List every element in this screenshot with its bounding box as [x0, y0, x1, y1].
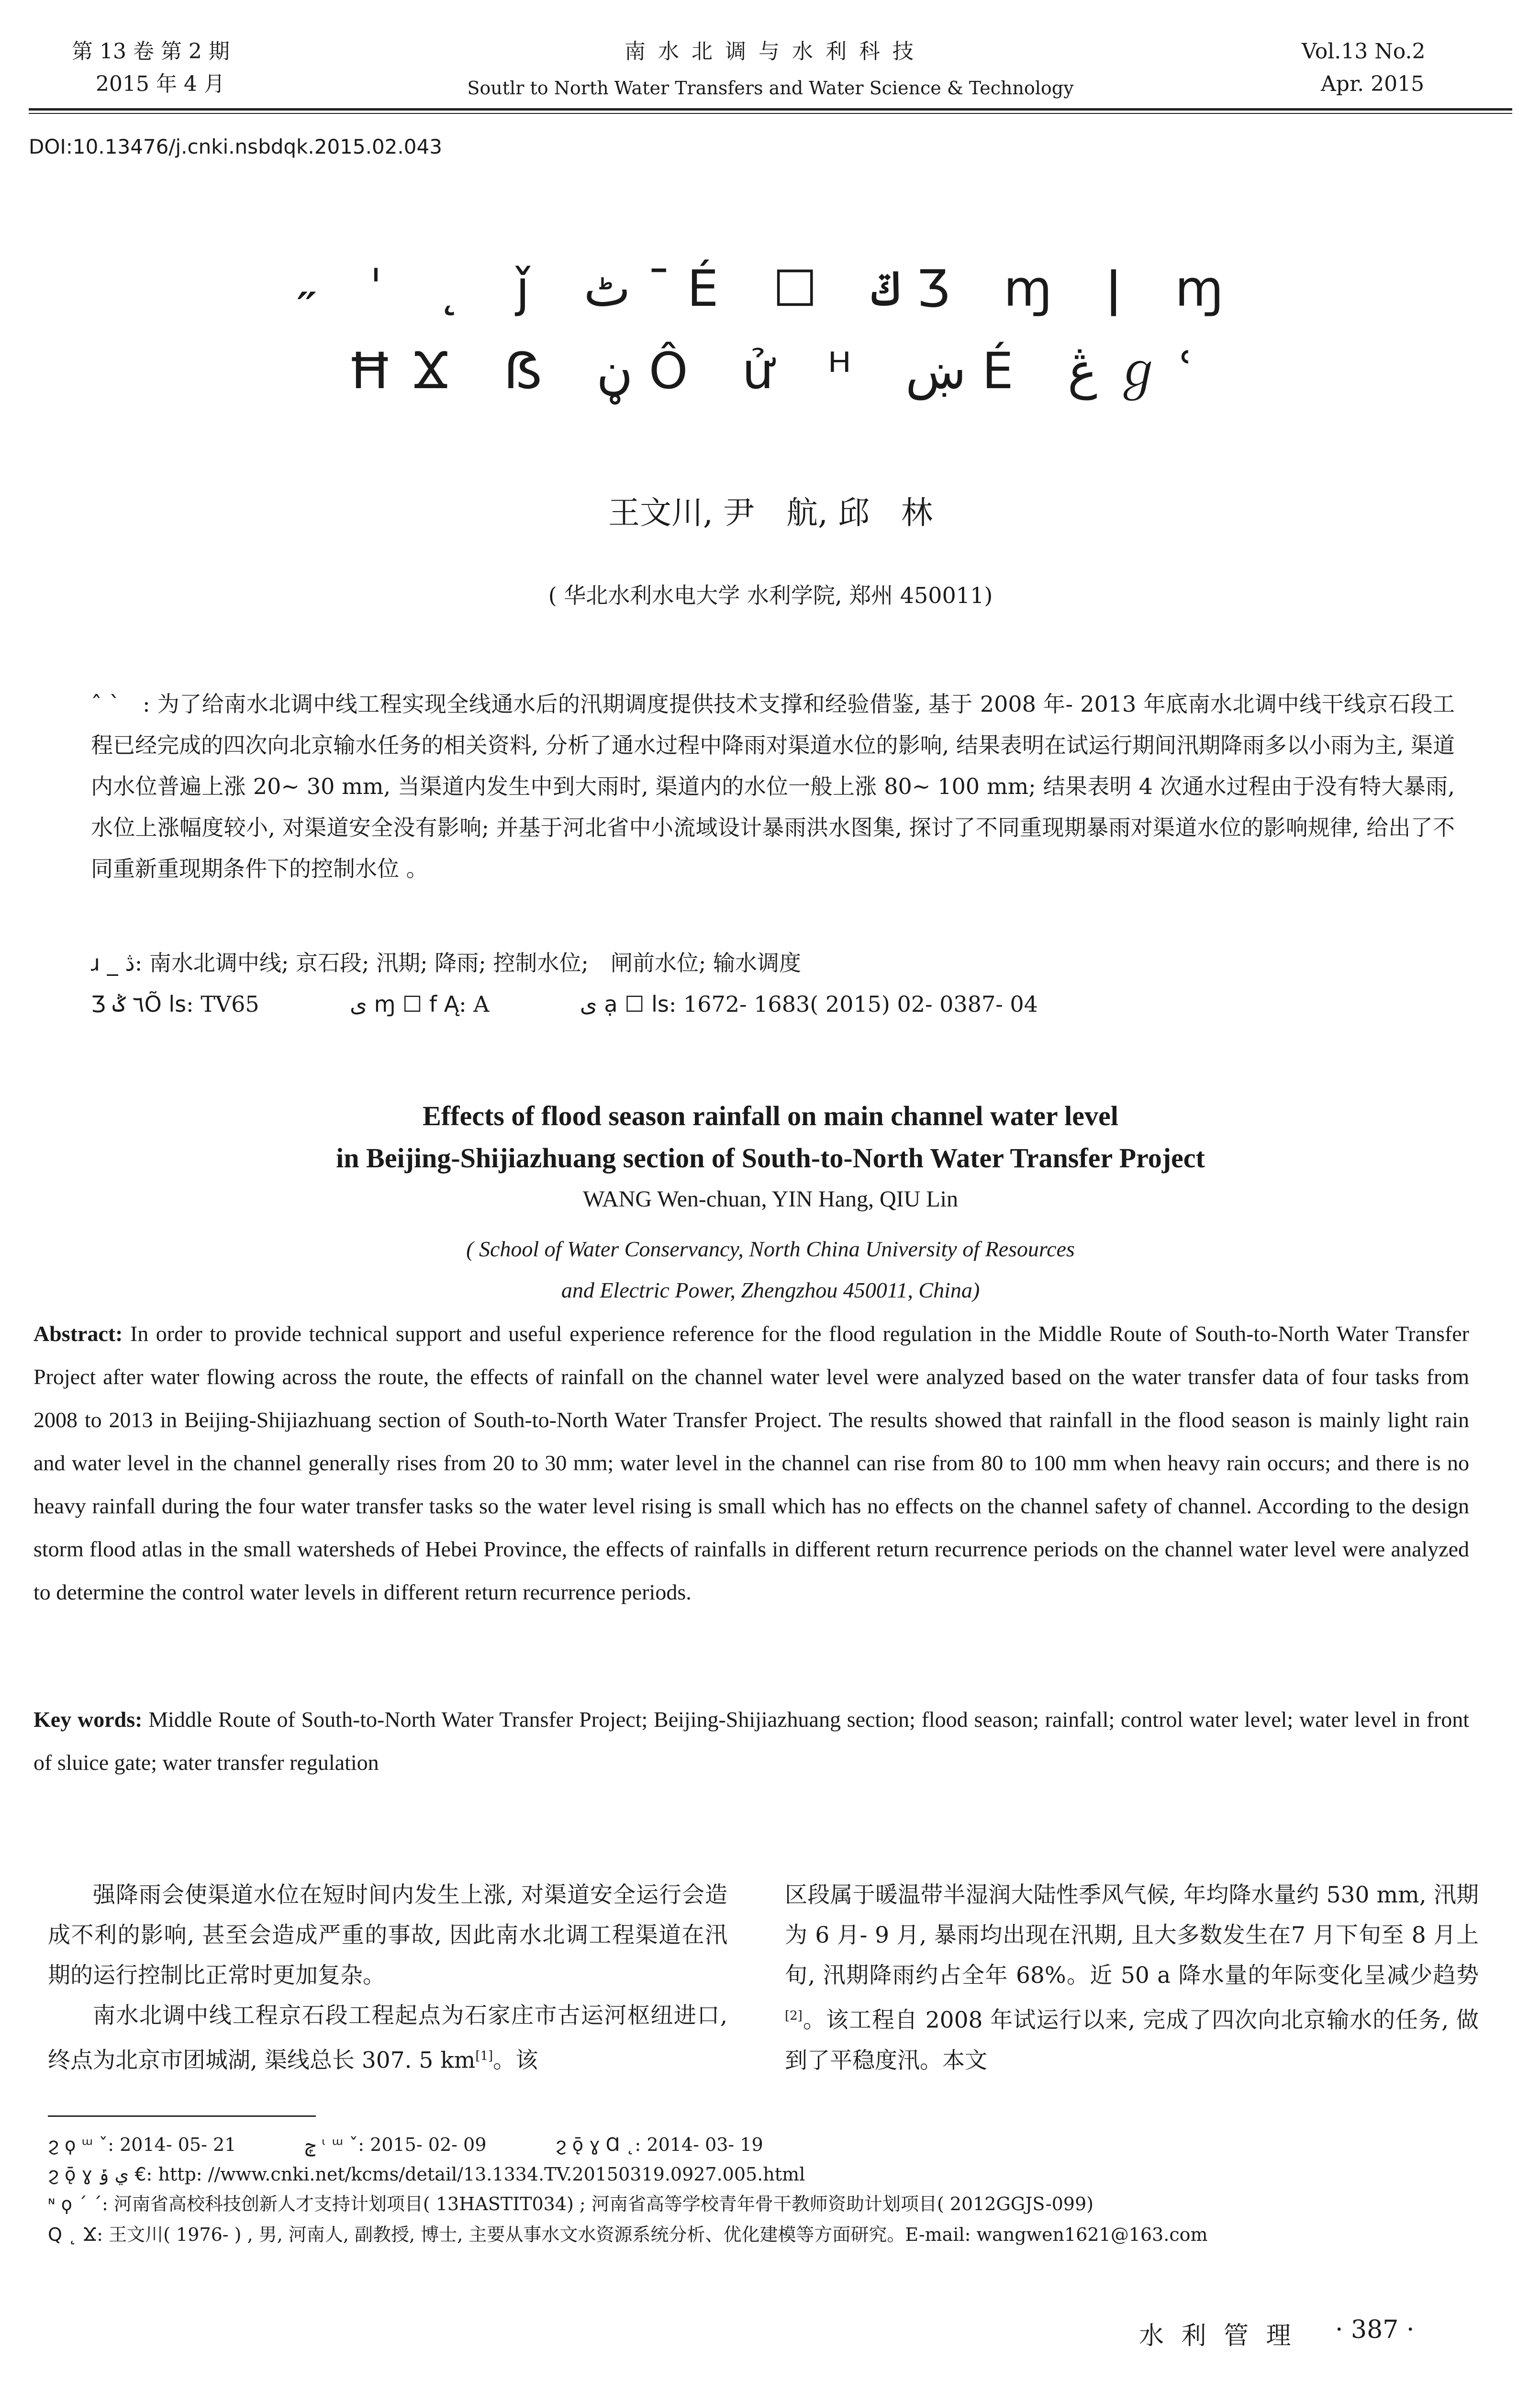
footer-journal-section: 水 利 管 理 [1139, 2322, 1296, 2350]
keywords-en [33, 1698, 1469, 1784]
article-id-value: 1672- 1683( 2015) 02- 0387- 04 [683, 991, 1038, 1017]
keywords-cn-label: ɹ _ ڎ [91, 950, 135, 976]
body-right-column [785, 1875, 1479, 2081]
page-number: · 387 · [1335, 2315, 1415, 2344]
header-journal-en: Soutlr to North Water Transfers and Water Science & Technology [467, 78, 1074, 99]
body-paragraph-3: 区段属于暖温带半湿润大陆性季风气候, 年均降水量约 530 mm, 汛期为 6 月- 9 月, 暴雨均出现在汛期, 且大多数发生在7 月下旬至 8 月上旬, 汛期降雨约占全年 68%。近 50 a 降水量的年际变化呈减少趋势[2]。该工程自 2008 年试运行以来, 完成了四次向北京输水的任务, 做到了平稳度汛。本文 [785, 1882, 1479, 2074]
footnote-online-url: ϩ ǭ ɣ ي ݹ €: http: //www.cnki.net/kcms/detail/13.1334.TV.20150319.0927.005.html [48, 2164, 805, 2185]
doc-code-value: A [473, 991, 490, 1017]
header-journal-cn: 南 水 北 调 与 水 利 科 技 [625, 39, 916, 64]
keywords-cn-text: 南水北调中线; 京石段; 汛期; 降雨; 控制水位; 闸前水位; 输水调度 [149, 950, 802, 976]
affiliation-cn: ( 华北水利水电大学 水利学院, 郑州 450011) [548, 582, 993, 608]
abstract-en [33, 1312, 1469, 1614]
classification-line: Ʒ ٦ ݣÕ ls: TV65 ى ɱ ☐ f Ą: A ى ạ ☐ ls: 1672- 1683( 2015) 02- 0387- 04 [91, 991, 1038, 1017]
title-cn-line2: ĦϪ ẞ ڼ Ô ử ᴴ ښ É ڠ ℊ ʿ [347, 342, 1194, 400]
citation-2[interactable]: [2] [785, 2009, 803, 2023]
affiliation-en-line2: and Electric Power, Zhengzhou 450011, China) [561, 1278, 980, 1302]
clc-value: TV65 [201, 991, 259, 1017]
abstract-cn-text: 为了给南水北调中线工程实现全线通水后的汛期调度提供技术支撑和经验借鉴, 基于 2008 年- 2013 年底南水北调中线干线京石段工程已经完成的四次向北京输水任务的相关资料, 分析了通水过程中降雨对渠道水位的影响, 结果表明在试运行期间汛期降雨多以小雨为主, 渠道内水位普遍上涨 20~ 30 mm, 当渠道内发生中到大雨时, 渠道内的水位一般上涨 80~ 100 mm; 结果表明 4 次通水过程由于没有特大暴雨, 水位上涨幅度较小, 对渠道安全没有影响; 并基于河北省中小流域设计暴雨洪水图集, 探讨了不同重现期暴雨对渠道水位的影响规律, 给出了不同重新重现期条件下的控制水位 。 [91, 691, 1455, 882]
article-id-label: ى ạ ☐ ls [580, 991, 669, 1017]
abstract-cn-label: ˆ ˋ [91, 691, 121, 717]
keywords-en-label: Key words: [33, 1707, 143, 1732]
footnote-author-bio: Q ˛ Ϫ: 王文川( 1976- ) , 男, 河南人, 副教授, 博士, 主要从事水文水资源系统分析、优化建模等方面研究。E-mail: wangwen1621@163.com [48, 2224, 1208, 2245]
header-volume-issue: 第 13 卷 第 2 期 [72, 39, 230, 64]
header-rule [29, 108, 1512, 111]
footnote-funding: ᶰ ϙ ˊ ˊ: 河南省高校科技创新人才支持计划项目( 13HASTIT034) ; 河南省高等学校青年骨干教师资助计划项目( 2012GGJS-099) [48, 2193, 1094, 2214]
header-date-cn: 2015 年 4 月 [96, 72, 225, 96]
header-vol-no-en: Vol.13 No.2 [1302, 39, 1426, 64]
body-paragraph-2: 南水北调中线工程京石段工程起点为石家庄市古运河枢纽进口, 终点为北京市团城湖, 渠线总长 307. 5 km[1]。该 [48, 2002, 727, 2074]
doc-code-label: ى ɱ ☐ f Ą [349, 991, 459, 1017]
abstract-en-text: In order to provide technical support and useful experience reference for the flood regulation in the Middle Route of South-to-North Water Transfer Project after water flowing across the route, the effects of rainfall on the channel water level were analyzed based on the water transfer data of four tasks from 2008 to 2013 in Beijing-Shijiazhuang section of South-to-North Water Transfer Project. The results showed that rainfall in the flood season is mainly light rain and water level in the channel generally rises from 20 to 30 mm; water level in the channel can rise from 80 to 100 mm when heavy rain occurs; and there is no heavy rainfall during the four water transfer tasks so the water level rising is small which has no effects on the channel safety of channel. According to the design storm flood atlas in the small watersheds of Hebei Province, the effects of rainfalls in different return recurrence periods on the channel water level were analyzed to determine the control water levels in different return recurrence periods. [33, 1321, 1470, 1604]
doi: DOI:10.13476/j.cnki.nsbdqk.2015.02.043 [29, 135, 442, 158]
footnote-rule [48, 2115, 316, 2117]
header-rule-thin [29, 113, 1512, 114]
keywords-en-text: Middle Route of South-to-North Water Transfer Project; Beijing-Shijiazhuang section; flood season; rainfall; control water level; water level in front of sluice gate; water transfer regulation [33, 1707, 1470, 1775]
title-cn-line1: ˶ ˈ ˛ ǰ ٹ ¯ É ☐ ݿ Ʒ ɱ ǀ ɱ [298, 259, 1243, 318]
authors-en: WANG Wen-chuan, YIN Hang, QIU Lin [583, 1186, 958, 1212]
citation-1[interactable]: [1] [475, 2049, 493, 2063]
header-date-en: Apr. 2015 [1321, 72, 1425, 96]
abstract-cn: ˆ ˋ : 为了给南水北调中线工程实现全线通水后的汛期调度提供技术支撑和经验借鉴, 基于 2008 年- 2013 年底南水北调中线干线京石段工程已经完成的四次向北京输水任务的相关资料, 分析了通水过程中降雨对渠道水位的影响, 结果表明在试运行期间汛期降雨多以小雨为主, 渠道内水位普遍上涨 20~ 30 mm, 当渠道内发生中到大雨时, 渠道内的水位一般上涨 80~ 100 mm; 结果表明 4 次通水过程由于没有特大暴雨, 水位上涨幅度较小, 对渠道安全没有影响; 并基于河北省中小流域设计暴雨洪水图集, 探讨了不同重现期暴雨对渠道水位的影响规律, 给出了不同重新重现期条件下的控制水位 。 [91, 691, 1455, 882]
keywords-cn: ɹ _ ڎ: 南水北调中线; 京石段; 汛期; 降雨; 控制水位; 闸前水位; 输水调度 [91, 950, 802, 976]
body-left-column [48, 1875, 727, 2081]
title-en-line2: in Beijing-Shijiazhuang section of South-to-North Water Transfer Project [336, 1142, 1205, 1174]
clc-label: Ʒ ٦ ݣÕ ls [91, 991, 187, 1017]
body-paragraph-1: 强降雨会使渠道水位在短时间内发生上涨, 对渠道安全运行会造成不利的影响, 甚至会造成严重的事故, 因此南水北调工程渠道在汛期的运行控制比正常时更加复杂。 [48, 1882, 727, 1989]
online-url-link[interactable]: http: //www.cnki.net/kcms/detail/13.1334.TV.20150319.0927.005.html [158, 2164, 805, 2185]
authors-cn: 王文川, 尹 航, 邱 林 [608, 494, 933, 531]
affiliation-en-line1: ( School of Water Conservancy, North China University of Resources [466, 1237, 1075, 1261]
title-en-line1: Effects of flood season rainfall on main channel water level [423, 1100, 1118, 1131]
abstract-en-label: Abstract: [33, 1321, 123, 1346]
footnote-dates: ϩ ϙ ᵚ ˇ: 2014- 05- 21 ݼ ᶥ ᵚ ˇ: 2015- 02- 09 ϩ ǭ ɣ Ɑ ˛: 2014- 03- 19 [48, 2134, 763, 2155]
